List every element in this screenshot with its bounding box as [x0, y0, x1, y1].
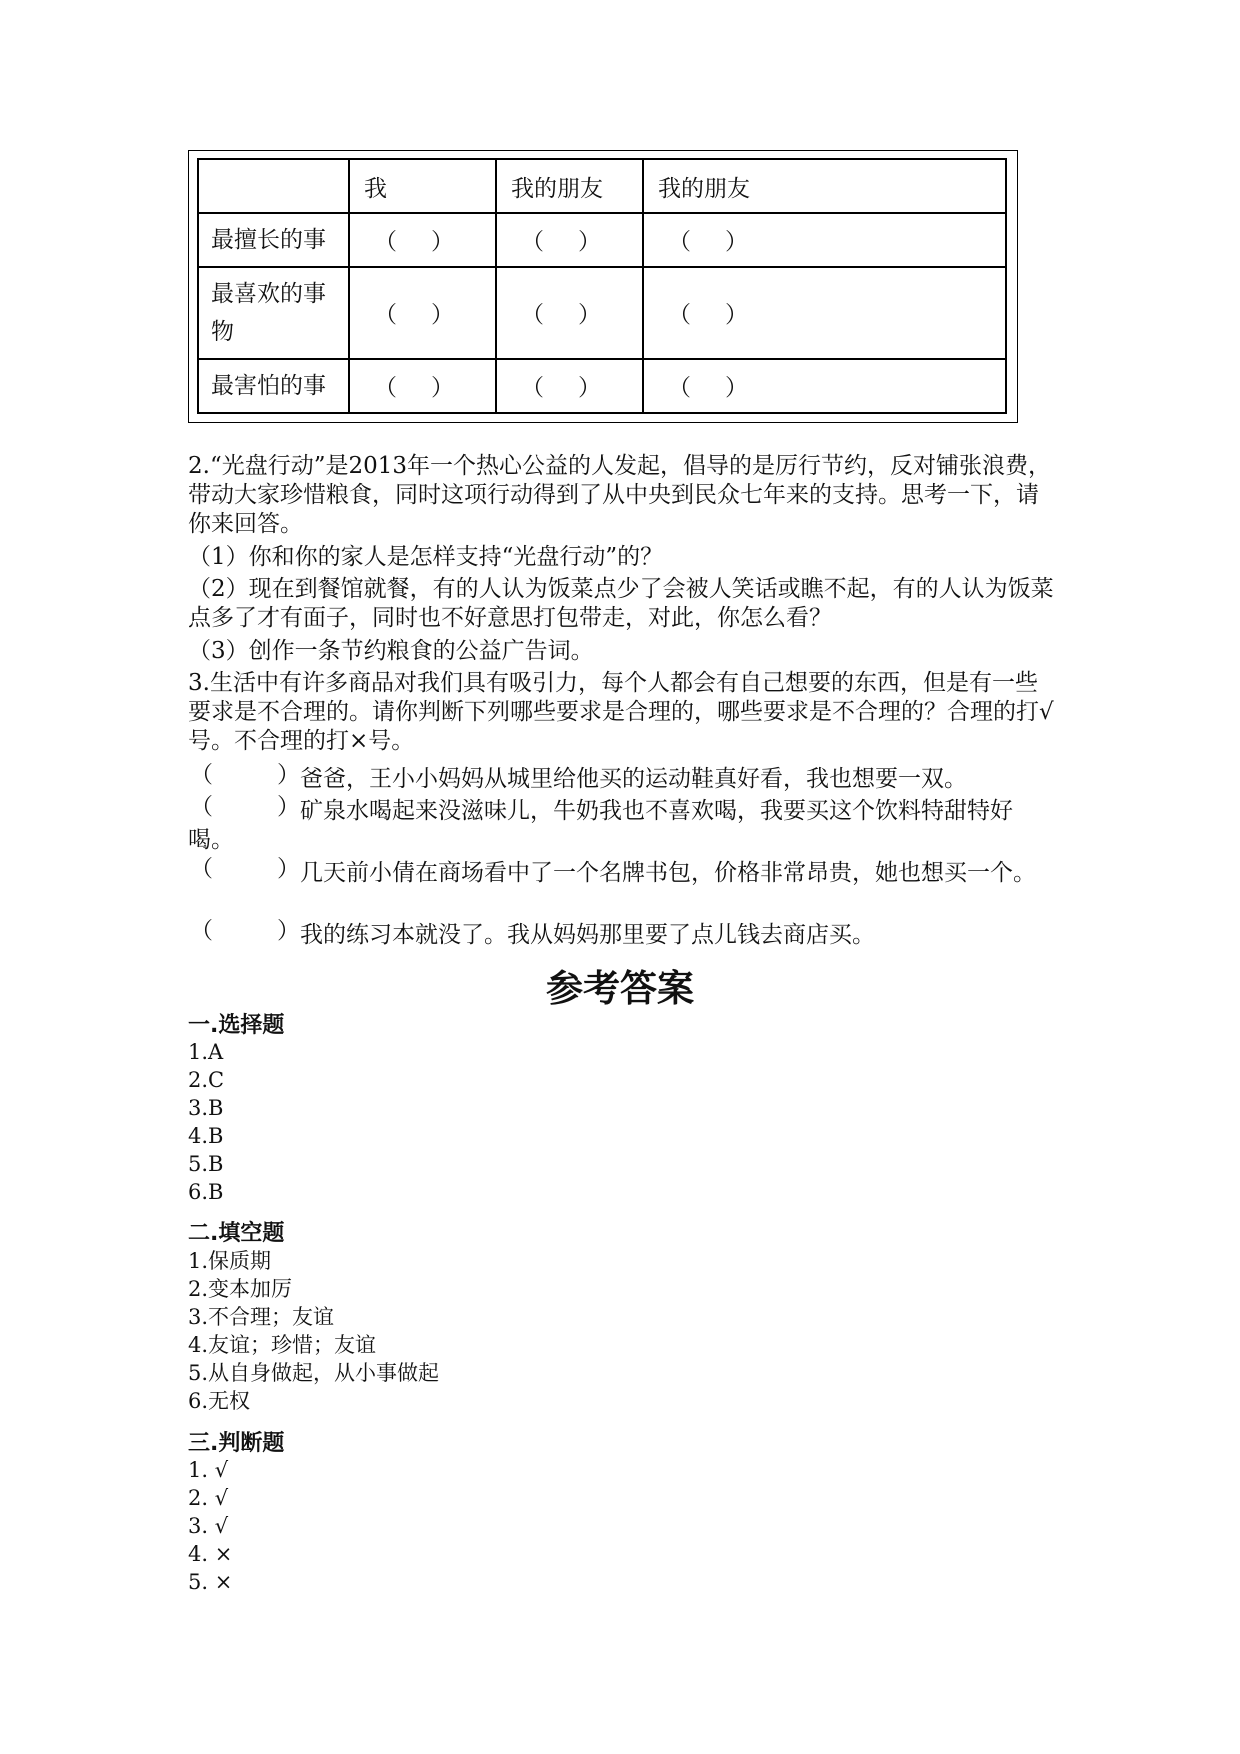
judgement-blank[interactable]: （ ） — [190, 762, 300, 788]
answer-blank[interactable]: （ ） — [496, 359, 643, 413]
answer-item: 5.从自身做起，从小事做起 — [188, 1361, 440, 1385]
judgement-text: 矿泉水喝起来没滋味儿，牛奶我也不喜欢喝，我要买这个饮料特甜特好喝。 — [188, 798, 1013, 853]
answer-item: 4.B — [188, 1124, 224, 1148]
answers-title: 参考答案 — [546, 967, 694, 1010]
answer-item: 6.B — [188, 1180, 224, 1204]
answer-item: 2.变本加厉 — [188, 1277, 293, 1301]
table-header-cell: 我 — [349, 159, 496, 213]
judgement-blank[interactable]: （ ） — [190, 856, 300, 882]
answer-item: 3.不合理；友谊 — [188, 1305, 335, 1329]
table-row — [198, 267, 1006, 359]
answer-item: 5. × — [188, 1570, 233, 1594]
row-label: 最喜欢的事物 — [198, 267, 349, 359]
answer-item: 2. √ — [188, 1486, 229, 1510]
answer-item: 6.无权 — [188, 1389, 251, 1413]
judgement-item — [188, 794, 1058, 855]
question-2-sub-1: （1）你和你的家人是怎样支持“光盘行动”的？ — [188, 544, 664, 570]
answer-blank[interactable]: （ ） — [496, 267, 643, 359]
answer-blank[interactable]: （ ） — [496, 213, 643, 267]
answer-item: 4.友谊；珍惜；友谊 — [188, 1333, 377, 1357]
question-2-sub-3: （3）创作一条节约粮食的公益广告词。 — [188, 638, 594, 664]
answer-blank[interactable]: （ ） — [643, 359, 1006, 413]
judgement-item — [188, 918, 1058, 950]
question-3-intro: 3.生活中有许多商品对我们具有吸引力，每个人都会有自己想要的东西，但是有一些要求是不合理的。请你判断下列哪些要求是合理的，哪些要求是不合理的？合理的打√号。不合理的打×号。 — [188, 670, 1054, 754]
answer-section-heading: 一.选择题 — [188, 1013, 285, 1038]
judgement-item — [188, 856, 1058, 888]
answer-blank[interactable]: （ ） — [643, 213, 1006, 267]
answer-item: 1.A — [188, 1040, 224, 1064]
answer-item: 1. √ — [188, 1458, 229, 1482]
row-label: 最害怕的事 — [198, 359, 349, 413]
table-header-cell: 我的朋友 — [643, 159, 1006, 213]
answer-item: 3.B — [188, 1096, 224, 1120]
judgement-text: 几天前小倩在商场看中了一个名牌书包，价格非常昂贵，她也想买一个。 — [300, 860, 1036, 886]
answer-blank[interactable]: （ ） — [349, 213, 496, 267]
answer-blank[interactable]: （ ） — [643, 267, 1006, 359]
answer-section-heading: 三.判断题 — [188, 1431, 285, 1456]
judgement-item — [188, 762, 1058, 794]
answer-blank[interactable]: （ ） — [349, 267, 496, 359]
judgement-text: 我的练习本就没了。我从妈妈那里要了点儿钱去商店买。 — [300, 922, 875, 948]
question-2-sub-2: （2）现在到餐馆就餐，有的人认为饭菜点少了会被人笑话或瞧不起，有的人认为饭菜点多了才有面子，同时也不好意思打包带走，对此，你怎么看？ — [188, 576, 1054, 631]
table-header-cell — [198, 159, 349, 213]
row-label: 最擅长的事 — [198, 213, 349, 267]
answer-item: 3. √ — [188, 1514, 229, 1538]
judgement-blank[interactable]: （ ） — [190, 794, 300, 820]
table-row — [198, 359, 1006, 413]
answer-item: 5.B — [188, 1152, 224, 1176]
table-header-cell: 我的朋友 — [496, 159, 643, 213]
answer-section-heading: 二.填空题 — [188, 1221, 285, 1246]
worksheet-table — [197, 158, 1007, 414]
answer-blank[interactable]: （ ） — [349, 359, 496, 413]
answer-item: 4. × — [188, 1542, 233, 1566]
answer-item: 1.保质期 — [188, 1249, 272, 1273]
judgement-text: 爸爸，王小小妈妈从城里给他买的运动鞋真好看，我也想要一双。 — [300, 766, 967, 792]
judgement-blank[interactable]: （ ） — [190, 918, 300, 944]
table-header-row — [198, 159, 1006, 213]
answer-item: 2.C — [188, 1068, 225, 1092]
question-2-intro: 2.“光盘行动”是2013年一个热心公益的人发起，倡导的是厉行节约，反对铺张浪费，带动大家珍惜粮食，同时这项行动得到了从中央到民众七年来的支持。思考一下，请你来回答。 — [188, 453, 1051, 537]
table-row — [198, 213, 1006, 267]
worksheet-table-frame — [188, 150, 1018, 423]
